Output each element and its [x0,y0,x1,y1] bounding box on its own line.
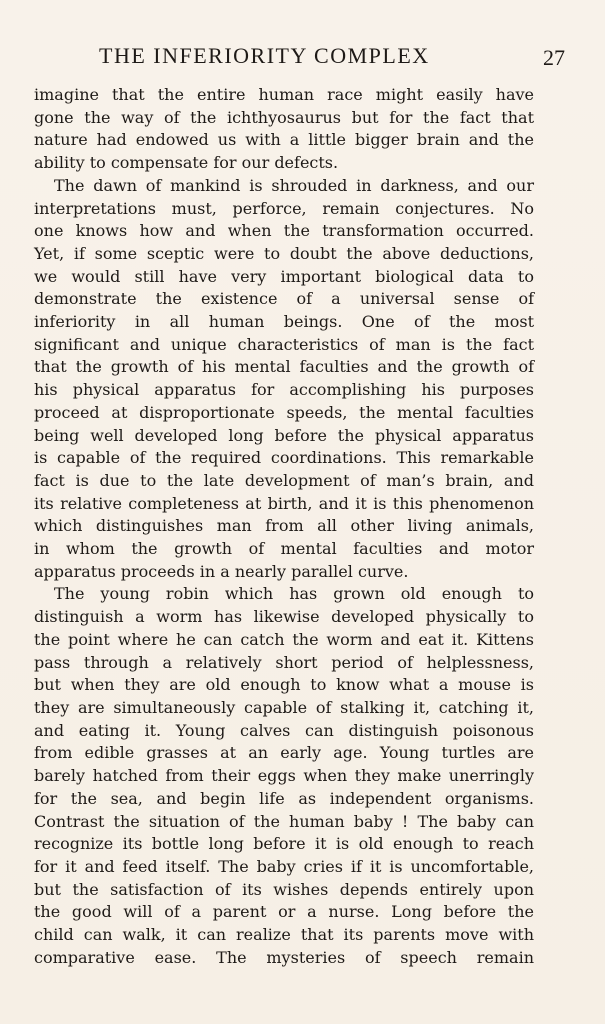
text-line: for it and feed itself. The baby cries if it is uncomfortable, [34,856,534,876]
text-line: gone the way of the ichthyosaurus but for the fact that [34,107,534,127]
text-line: Contrast the situation of the human baby ! The baby can [34,811,534,831]
text-line: The dawn of mankind is shrouded in darkness, and our [54,175,534,195]
text-line: being well developed long before the physical apparatus [34,425,534,445]
text-line: in whom the growth of mental faculties and motor [34,539,534,559]
text-line: Yet, if some sceptic were to doubt the above deductions, [34,243,534,263]
running-header [34,43,565,75]
text-line: interpretations must, perforce, remain conjectures. No [34,198,534,218]
text-line: its relative completeness at birth, and it is this phenomenon [34,493,534,513]
text-line: which distinguishes man from all other living animals, [34,516,534,536]
chapter-title: THE INFERIORITY COMPLEX [99,43,430,68]
text-line: fact is due to the late development of man’s brain, and [34,470,534,490]
text-line: we would still have very important biological data to [34,266,534,286]
paragraph-1 [34,84,534,175]
text-line: child can walk, it can realize that its parents move with [34,925,534,945]
text-line: but when they are old enough to know what a mouse is [34,675,534,695]
text-line: the good will of a parent or a nurse. Long before the [34,902,534,922]
text-line: distinguish a worm has likewise developed physically to [34,607,534,627]
text-line: barely hatched from their eggs when they make unerringly [34,766,534,786]
text-line: inferiority in all human beings. One of the most [34,312,534,332]
text-line: is capable of the required coordinations. This remarkable [34,448,534,468]
page-number: 27 [543,45,565,70]
text-line: the point where he can catch the worm and eat it. Kittens [34,629,534,649]
text-line: from edible grasses at an early age. Young turtles are [34,743,534,763]
text-line: but the satisfaction of its wishes depends entirely upon [34,879,534,899]
paragraph-3 [34,583,534,969]
text-line: comparative ease. The mysteries of speech remain [34,947,534,967]
text-line: demonstrate the existence of a universal sense of [34,289,534,309]
text-line: and eating it. Young calves can distinguish poisonous [34,720,534,740]
text-line: The young robin which has grown old enough to [54,584,534,604]
text-line: one knows how and when the transformation occurred. [34,221,534,241]
text-line: apparatus proceeds in a nearly parallel curve. [34,561,409,581]
text-line: that the growth of his mental faculties and the growth of [34,357,534,377]
text-line: his physical apparatus for accomplishing his purposes [34,380,534,400]
text-line: recognize its bottle long before it is old enough to reach [34,834,534,854]
text-line: proceed at disproportionate speeds, the mental faculties [34,402,534,422]
text-line: ability to compensate for our defects. [34,153,339,173]
text-line: they are simultaneously capable of stalking it, catching it, [34,697,534,717]
text-line: nature had endowed us with a little bigger brain and the [34,130,534,150]
paragraph-2 [34,175,534,584]
text-line: imagine that the entire human race might easily have [34,85,534,104]
text-line: pass through a relatively short period of helplessness, [34,652,534,672]
text-line: for the sea, and begin life as independent organisms. [34,788,534,808]
body-text [34,84,534,969]
text-line: significant and unique characteristics of man is the fact [34,334,534,354]
